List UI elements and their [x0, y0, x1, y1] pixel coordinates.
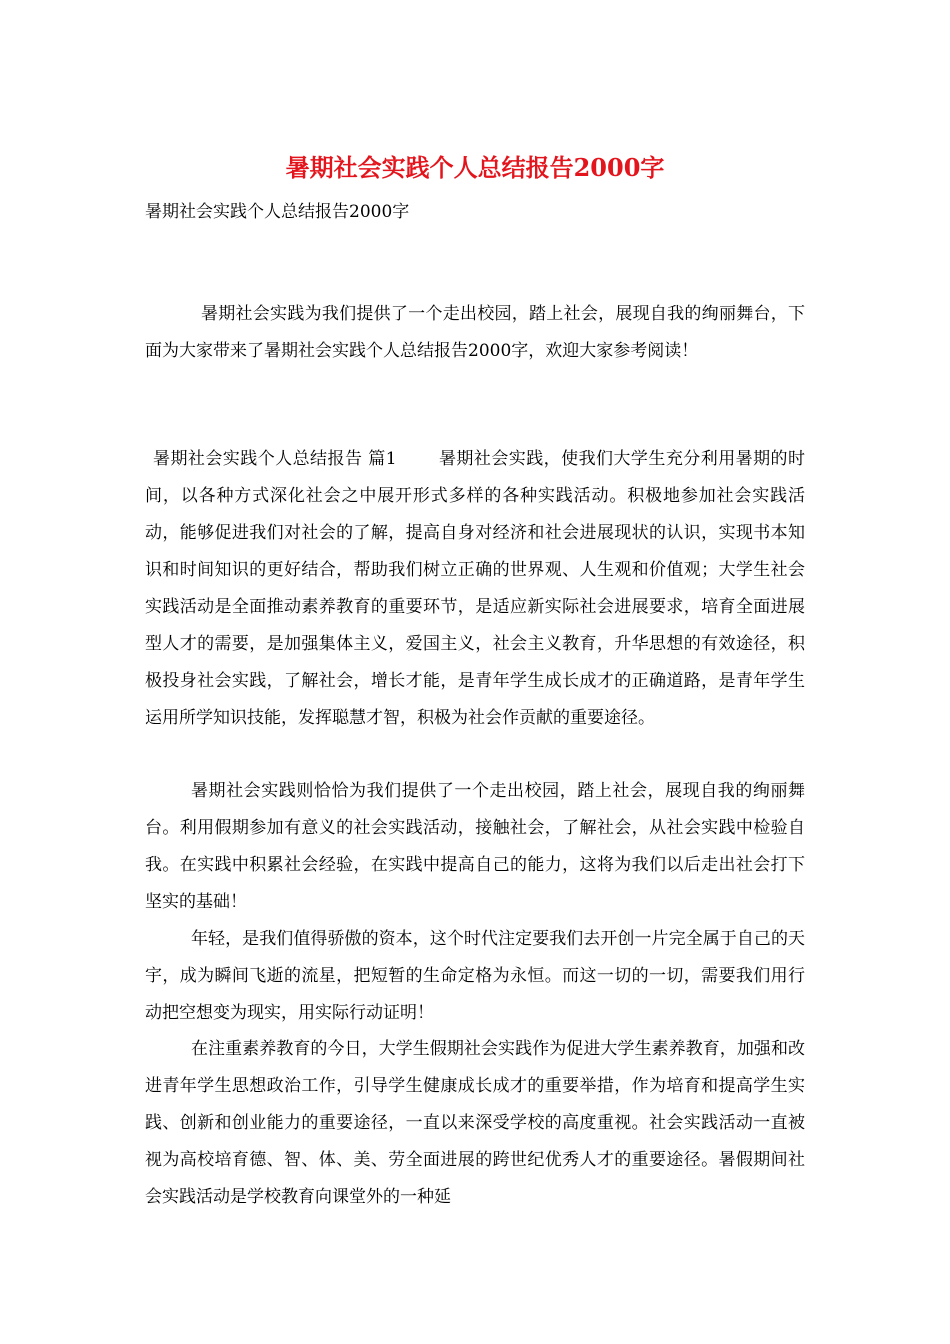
paragraph-1-text: 暑期社会实践，使我们大学生充分利用暑期的时间，以各种方式深化社会之中展开形式多样的各种实践活动。积极地参加社会实践活动，能够促进我们对社会的了解，提高自身对经济和社会进展现状的认识，实现书本知识和时间知识的更好结合，帮助我们树立正确的世界观、人生观和价值观；大学生社会实践活动是全面推动素养教育的重要环节，是适应新实际社会进展要求，培育全面进展型人才的需要，是加强集体主义，爱国主义，社会主义教育，升华思想的有效途径，积极投身社会实践，了解社会，增长才能，是青年学生成长成才的正确道路，是青年学生运用所学知识技能，发挥聪慧才智，积极为社会作贡献的重要途径。	[145, 449, 805, 728]
document-subtitle: 暑期社会实践个人总结报告2000字	[145, 202, 410, 222]
paragraph-4: 在注重素养教育的今日，大学生假期社会实践作为促进大学生素养教育，加强和改进青年学生思想政治工作，引导学生健康成长成才的重要举措，作为培育和提高学生实践、创新和创业能力的重要途径，一直以来深受学校的高度重视。社会实践活动一直被视为高校培育德、智、体、美、劳全面进展的跨世纪优秀人才的重要途径。暑假期间社会实践活动是学校教育向课堂外的一种延	[145, 1039, 805, 1207]
document-title: 暑期社会实践个人总结报告2000字	[285, 153, 665, 182]
intro-paragraph: 暑期社会实践为我们提供了一个走出校园，踏上社会，展现自我的绚丽舞台，下面为大家带来了暑期社会实践个人总结报告2000字，欢迎大家参考阅读！	[145, 304, 805, 361]
paragraph-2: 暑期社会实践则恰恰为我们提供了一个走出校园，踏上社会，展现自我的绚丽舞台。利用假期参加有意义的社会实践活动，接触社会，了解社会，从社会实践中检验自我。在实践中积累社会经验，在实践中提高自己的能力，这将为我们以后走出社会打下坚实的基础！	[145, 781, 805, 912]
paragraph-3: 年轻，是我们值得骄傲的资本，这个时代注定要我们去开创一片完全属于自己的天宇，成为瞬间飞逝的流星，把短暂的生命定格为永恒。而这一切的一切，需要我们用行动把空想变为现实，用实际行动证明！	[145, 929, 805, 1023]
section-heading: 暑期社会实践个人总结报告 篇1	[153, 449, 397, 469]
paragraph-1	[145, 441, 805, 737]
